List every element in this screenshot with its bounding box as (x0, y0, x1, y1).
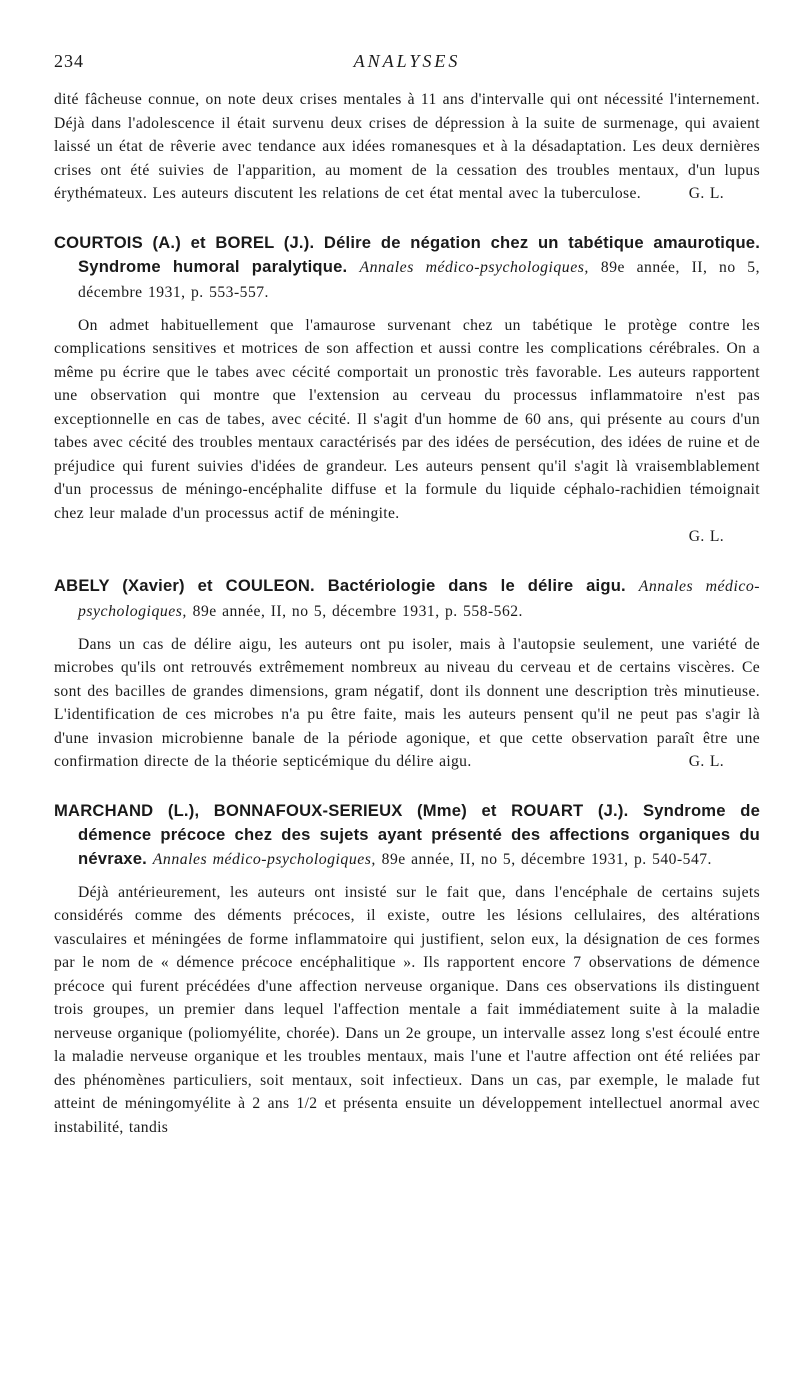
citation-authors: COURTOIS (A.) et BOREL (J.). (54, 232, 315, 252)
citation (54, 799, 760, 872)
citation-pub-info: 89e année, II, no 5, décembre 1931, p. 553-557. (78, 258, 761, 301)
citation-pub-info: 89e année, II, no 5, décembre 1931, p. 558-562. (192, 602, 523, 620)
citation (54, 231, 760, 305)
review-entry-marchand (54, 799, 760, 1140)
citation-title: Syndrome de démence précoce chez des sujets ayant présenté des affections organiques du névraxe. (78, 800, 760, 868)
citation-pub-info: 89e année, II, no 5, décembre 1931, p. 540-547. (381, 850, 712, 868)
intro-text: dité fâcheuse connue, on note deux crises mentales à 11 ans d'intervalle qui ont nécessité l'internement. Déjà dans l'adolescence il était survenu deux crises de dépression à la suite de surmenage, qui avaient laissé un état de rêverie avec tendance aux idées romanesques et à la désadaptation. Les deux dernières crises ont été suivies de l'apparition, au moment de la cessation des troubles mentaux, d'un lupus érythémateux. Les auteurs discutent les relations de cet état mental avec la tuberculose. (54, 91, 760, 202)
page-body (54, 88, 760, 1139)
citation-journal: Annales médico-psychologiques, (359, 258, 589, 276)
abstract-paragraph: Déjà antérieurement, les auteurs ont insisté sur le fait que, dans l'encéphale de certains sujets considérés comme des déments précoces, il existe, outre les lésions cellulaires, des altérations vasculaires et méningées de forme inflammatoire qui justifient, selon eux, la désignation de ces formes par le nom de « démence précoce encéphalitique ». Ils rapportent encore 7 observations de démence précoce qui furent précédées d'une affection nerveuse organique. Dans ces observations ils distinguent trois groupes, un premier dans lequel l'affection mentale a fait immédiatement suite à la maladie nerveuse organique (poliomyélite, chorée). Dans un 2e groupe, un intervalle assez long s'est écoulé entre la maladie nerveuse organique et les troubles mentaux, mais l'une et l'autre affection ont été reliées par des phénomènes particuliers, soit mentaux, soit infectieux. Dans un cas, par exemple, le malade fut atteint de méningomyélite à 2 ans 1/2 et présenta ensuite un développement intellectuel anormal avec instabilité, tandis (54, 883, 760, 1136)
citation (54, 574, 760, 624)
review-entry-abely (54, 574, 760, 774)
running-title: ANALYSES (353, 51, 461, 71)
abstract-paragraph: On admet habituellement que l'amaurose survenant chez un tabétique le protège contre les complications sensitives et motrices de son affection et aussi contre les complications cérébrales. On a même pu écrire que le tabes avec cécité comportait un pronostic très favorable. Les auteurs rapportent une observation qui montre que l'extension au cerveau du processus inflammatoire n'est pas exceptionnelle en cas de tabes, avec cécité. Il s'agit d'un homme de 60 ans, qui présente au cours d'un tabes avec cécité des troubles mentaux caractérisés par des idées de persécution, des idées de ruine et de préjudice qui furent suivies d'idées de grandeur. Les auteurs pensent qu'il s'agit là vraisemblablement d'un processus de méningo-encéphalite diffuse et la formule du liquide céphalo-rachidien témoignait chez leur malade d'un processus actif de méningite. (54, 316, 760, 522)
running-head (54, 51, 760, 75)
review-entry-courtois (54, 231, 760, 549)
citation-journal: Annales médico-psychologiques, (152, 850, 376, 868)
page-number: 234 (54, 51, 84, 71)
abstract-signature: G. L. (688, 528, 724, 545)
citation-journal: Annales médico-psychologiques, (78, 577, 761, 620)
citation-authors: MARCHAND (L.), BONNAFOUX-SERIEUX (Mme) et ROUART (J.). (54, 800, 629, 820)
abstract-paragraph (54, 633, 760, 774)
intro-paragraph (54, 88, 760, 206)
citation-authors: ABELY (Xavier) et COULEON. (54, 575, 315, 595)
citation-title: Bactériologie dans le délire aigu. (327, 575, 626, 595)
abstract-text: Dans un cas de délire aigu, les auteurs ont pu isoler, mais à l'autopsie seulement, une variété de microbes qu'ils ont retrouvés extrêmement nombreux au niveau du cerveau et de certains viscères. Ce sont des bacilles de grandes dimensions, gram négatif, dont ils donnent une description très minutieuse. L'identification de ces microbes n'a pu être faite, mais les auteurs pensent qu'il ne peut pas s'agir là d'une invasion microbienne banale de la période agonique, et que cette observation paraît être une confirmation directe de la théorie septicémique du délire aigu. (54, 635, 760, 770)
abstract-signature: G. L. (688, 753, 724, 770)
intro-signature: G. L. (688, 185, 724, 202)
citation-title: Délire de négation chez un tabétique amaurotique. Syndrome humoral paralytique. (78, 232, 761, 276)
